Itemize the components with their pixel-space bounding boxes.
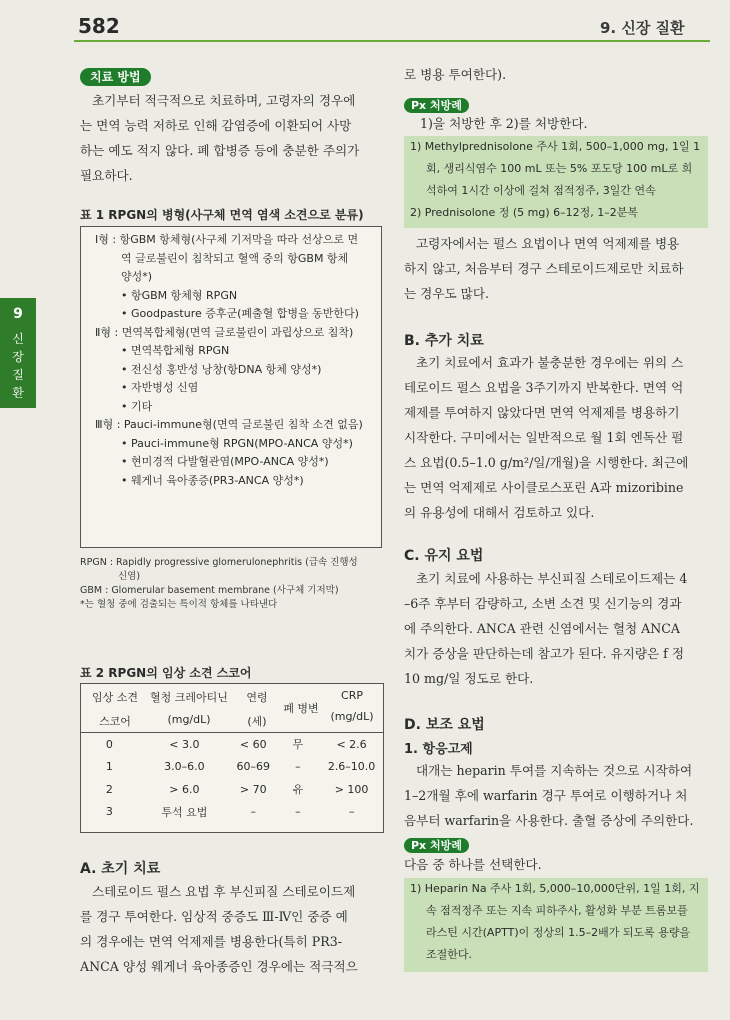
section-b-body	[404, 350, 710, 525]
table1-note: *는 혈청 중에 검출되는 특이적 항체를 나타낸다	[80, 599, 278, 610]
side-tab-char: 장	[12, 350, 24, 364]
section-d-body	[404, 758, 710, 833]
score-cell-lung: –	[295, 760, 301, 774]
elderly-line: 고령자에서는 펄스 요법이나 면역 억제제를 병용	[416, 236, 680, 251]
chapter-title: 9. 신장 질환	[600, 19, 685, 37]
rx2-line: 1) Heparin Na 주사 1회, 5,000–10,000단위, 1일 1회, 지	[410, 882, 700, 895]
score-cell-crp: 2.6–10.0	[327, 760, 376, 774]
score-row	[81, 733, 383, 756]
rx2-line: 속 점적정주 또는 지속 피하주사, 활성화 부분 트롬보플	[426, 904, 688, 917]
header-text: (mg/dL)	[330, 710, 374, 723]
score-cell-score: 3	[105, 805, 113, 819]
section-c-line: –6주 후부터 감량하고, 소변 소견 및 신기능의 경과	[404, 596, 682, 611]
table1-row: 역 글로불린이 침착되고 혈액 중의 항GBM 항체	[121, 251, 349, 265]
treatment-badge	[80, 66, 151, 85]
intro-line: 는 면역 능력 저하로 인해 감염증에 이환되어 사망	[80, 118, 352, 133]
table1-row: • 자반병성 신염	[121, 381, 199, 394]
score-cell-creat: 3.0–6.0	[164, 760, 205, 774]
table1-note: 신염)	[118, 571, 141, 582]
section-a-line: 스테로이드 펄스 요법 후 부신피질 스테로이드제	[92, 884, 356, 899]
score-cell-crp: –	[348, 805, 355, 819]
rx1-box	[404, 136, 708, 228]
section-d-line: 1–2개월 후에 warfarin 경구 투여로 이행하거나 처	[404, 788, 688, 803]
header-text: 연령	[246, 691, 268, 704]
table1-notes	[80, 556, 384, 612]
side-tab-char: 질	[12, 368, 24, 382]
header-text: 혈청 크레아티닌	[150, 691, 228, 704]
table1-row: • 현미경적 다발혈관염(MPO-ANCA 양성*)	[121, 455, 329, 468]
score-cell-crp: > 100	[334, 782, 369, 796]
section-a-line: 의 경우에는 면역 억제제를 병용한다(특히 PR3-	[80, 934, 342, 949]
header-col3	[235, 689, 279, 729]
score-cell-lung: –	[295, 805, 301, 819]
table1-row: • 전신성 홍반성 낭창(항DNA 항체 양성*)	[121, 362, 322, 376]
score-row	[81, 801, 383, 824]
score-cell-lung: 유	[292, 783, 304, 797]
section-b-line: 의 유용성에 대해서 검토하고 있다.	[404, 505, 595, 520]
rx1-line: 2) Prednisolone 정 (5 mg) 6–12정, 1–2분복	[410, 206, 639, 219]
score-cell-creat: > 6.0	[169, 782, 200, 796]
elderly-line: 하지 않고, 처음부터 경구 스테로이드제로만 치료하	[404, 261, 684, 276]
table1-row: • 면역복합체형 RPGN	[121, 344, 230, 357]
side-tab-number: 9	[13, 306, 23, 322]
score-cell-score: 0	[105, 737, 113, 751]
rx1-line: 회, 생리식염수 100 mL 또는 5% 포도당 100 mL로 희	[426, 162, 693, 175]
rx2-box	[404, 878, 708, 972]
header-text: CRP	[341, 689, 363, 702]
section-c-title: C. 유지 요법	[404, 548, 484, 564]
table1-caption: 표 1 RPGN의 병형(사구체 면역 염색 소견으로 분류)	[80, 208, 364, 222]
table1-row: Ⅰ형 : 항GBM 항체형(사구체 기저막을 따라 선상으로 면	[95, 233, 359, 246]
table1-row: 양성*)	[121, 270, 153, 283]
rx2-line: 라스틴 시간(APTT)이 정상의 1.5–2배가 되도록 용량을	[426, 926, 691, 939]
score-cell-age: > 70	[239, 782, 267, 796]
header-rule	[74, 40, 710, 42]
header-col1	[87, 689, 143, 729]
header-text: (mg/dL)	[167, 713, 211, 726]
score-row	[81, 756, 383, 779]
section-c-body	[404, 566, 710, 691]
section-c-line: 에 주의한다. ANCA 관련 신염에서는 혈청 ANCA	[404, 621, 681, 636]
choose-line: 다음 중 하나를 선택한다.	[404, 857, 542, 872]
table2-caption: 표 2 RPGN의 임상 소견 스코어	[80, 666, 252, 680]
elderly-line: 는 경우도 많다.	[404, 286, 490, 301]
rx-badge-2	[404, 834, 469, 853]
header-text: 임상 소견	[91, 691, 138, 704]
table1-row: • 항GBM 항체형 RPGN	[121, 288, 238, 302]
header-text: (세)	[247, 715, 267, 728]
treatment-badge-label: 치료 방법	[80, 68, 151, 86]
score-cell-score: 1	[105, 760, 113, 774]
intro-line: 하는 예도 적지 않다. 폐 합병증 등에 충분한 주의가	[80, 143, 360, 158]
section-b-line: 제제를 투여하지 않았다면 면역 억제제를 병용하기	[404, 405, 680, 420]
section-b-title: B. 추가 치료	[404, 333, 484, 349]
side-tab-char: 환	[12, 386, 24, 400]
section-c-line: 10 mg/일 정도로 한다.	[404, 671, 534, 686]
table1-row: Ⅱ형 : 면역복합체형(면역 글로불린이 과립상으로 침착)	[95, 325, 354, 339]
table1-row: • 웨게너 육아종증(PR3-ANCA 양성*)	[121, 473, 304, 487]
table1-box	[80, 226, 382, 548]
section-a-body	[80, 879, 386, 979]
intro-line: 필요하다.	[80, 168, 133, 183]
page-header	[0, 0, 730, 46]
table1-note: GBM : Glomerular basement membrane (사구체 기저막)	[80, 585, 339, 596]
header-text: 스코어	[99, 715, 131, 728]
section-d-line: 음부터 warfarin을 사용한다. 출혈 증상에 주의한다.	[404, 813, 694, 828]
table1-note: RPGN : Rapidly progressive glomerulonephritis (급속 진행성	[80, 557, 358, 568]
section-b-line: 스 요법(0.5–1.0 g/m²/일/개월)을 시행한다. 최근에	[404, 455, 689, 470]
intro-line: 초기부터 적극적으로 치료하며, 고령자의 경우에	[92, 93, 356, 108]
section-b-line: 테로이드 펄스 요법을 3주기까지 반복한다. 면역 억	[404, 380, 684, 395]
page-number: 582	[78, 14, 120, 38]
rx2-line: 조절한다.	[426, 948, 473, 961]
elderly-paragraph	[404, 231, 710, 306]
intro-paragraph	[80, 88, 386, 188]
table1-row: • Pauci-immune형 RPGN(MPO-ANCA 양성*)	[121, 436, 353, 450]
rx-badge-label: Px 처방례	[404, 98, 469, 113]
score-cell-age: –	[250, 805, 257, 819]
section-a-line: ANCA 양성 웨게너 육아종증인 경우에는 적극적으	[80, 959, 358, 974]
rx1-line: 1) Methylprednisolone 주사 1회, 500–1,000 mg, 1일 1	[410, 140, 701, 153]
score-cell-creat: 투석 요법	[161, 805, 208, 819]
section-d-subtitle: 1. 항응고제	[404, 742, 473, 757]
table2-header	[81, 684, 383, 733]
header-col5	[323, 689, 381, 723]
score-cell-lung: 무	[292, 738, 304, 752]
score-table	[81, 733, 383, 823]
rx1-intro: 1)을 처방한 후 2)를 처방한다.	[420, 116, 588, 131]
table1-row: • Goodpasture 증후군(폐출혈 합병을 동반한다)	[121, 307, 359, 320]
section-b-line: 초기 치료에서 효과가 불충분한 경우에는 위의 스	[416, 355, 684, 370]
section-a-line: 를 경구 투여한다. 임상적 중증도 Ⅲ-Ⅳ인 중증 예	[80, 909, 348, 924]
score-row	[81, 778, 383, 801]
header-col2	[143, 689, 235, 726]
continued-line: 로 병용 투여한다).	[404, 67, 507, 82]
section-b-line: 시작한다. 구미에서는 일반적으로 월 1회 엔독산 펄	[404, 430, 684, 445]
section-a-title: A. 초기 치료	[80, 861, 161, 877]
header-col4: 폐 병변	[283, 702, 319, 715]
section-c-line: 치가 증상을 판단하는데 참고가 된다. 유지량은 f 정	[404, 646, 684, 661]
rx-badge-label: Px 처방례	[404, 838, 469, 853]
table2-box	[80, 683, 384, 833]
section-d-title: D. 보조 요법	[404, 717, 485, 733]
score-cell-crp: < 2.6	[336, 737, 367, 751]
score-cell-age: < 60	[239, 737, 267, 751]
side-tab-label	[0, 330, 36, 402]
section-c-line: 초기 치료에 사용하는 부신피질 스테로이드제는 4	[416, 571, 688, 586]
score-cell-score: 2	[105, 782, 113, 796]
side-tab-char: 신	[12, 332, 24, 346]
score-cell-creat: < 3.0	[169, 737, 200, 751]
chapter-side-tab	[0, 298, 36, 408]
section-d-line: 대개는 heparin 투여를 지속하는 것으로 시작하여	[416, 763, 693, 778]
table1-row: Ⅲ형 : Pauci-immune형(면역 글로불린 침착 소견 없음)	[95, 418, 363, 431]
table1-row: • 기타	[121, 399, 153, 413]
rx1-line: 석하여 1시간 이상에 걸쳐 점적정주, 3일간 연속	[426, 184, 656, 197]
section-b-line: 는 면역 억제제로 사이클로스포린 A과 mizoribine	[404, 480, 684, 495]
score-cell-age: 60–69	[236, 760, 271, 774]
